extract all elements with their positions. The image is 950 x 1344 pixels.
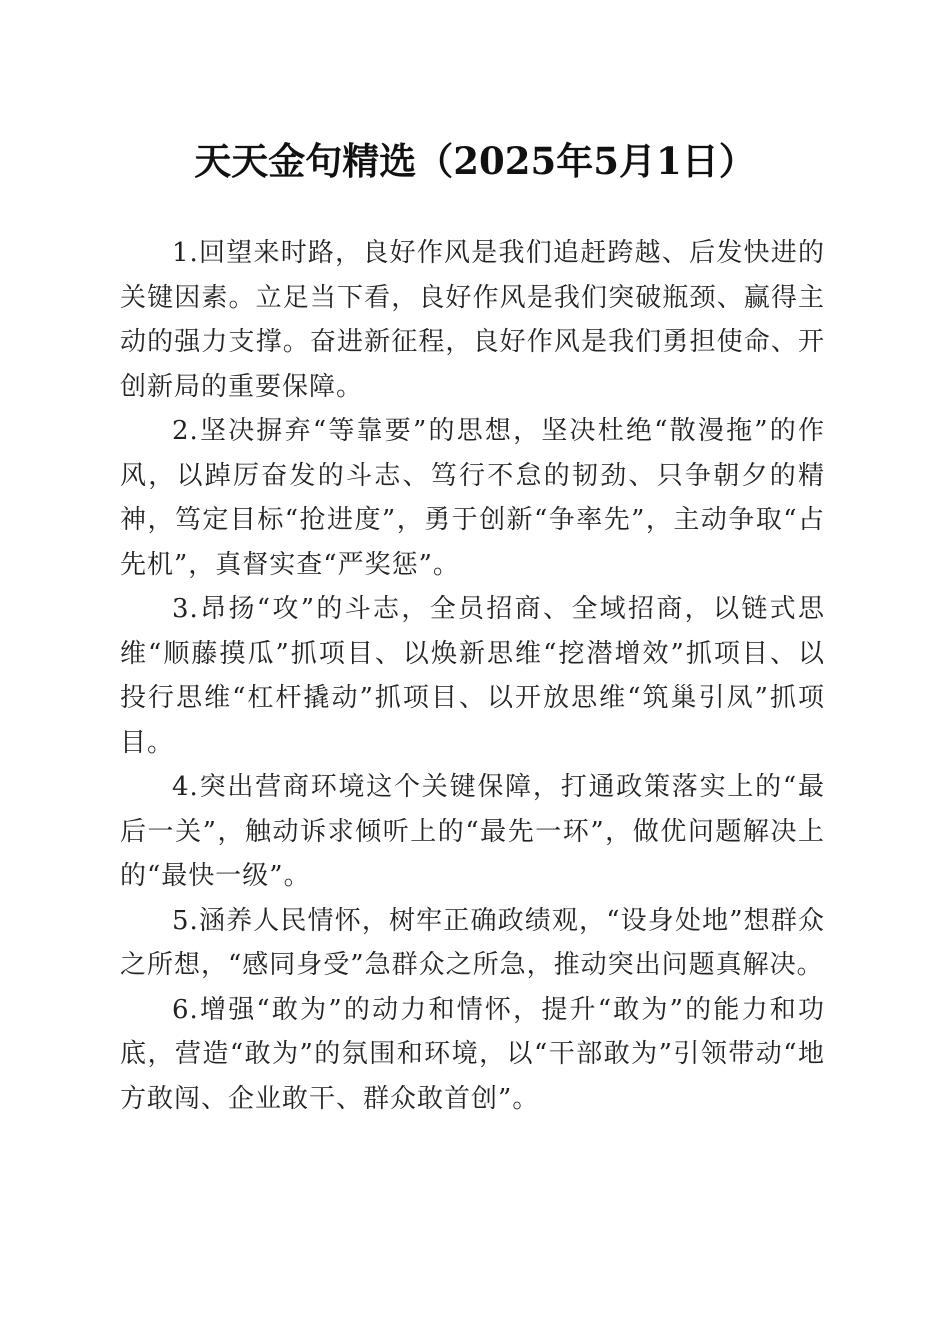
paragraph-2: 2.坚决摒弃“等靠要”的思想，坚决杜绝“散漫拖”的作风，以踔厉奋发的斗志、笃行不怠的韧劲、只争朝夕的精神，笃定目标“抢进度”，勇于创新“争率先”，主动争取“占先机”，真督实查“严奖惩”。 xyxy=(120,416,825,580)
paragraph-5: 5.涵养人民情怀，树牢正确政绩观，“设身处地”想群众之所想，“感同身受”急群众之所急，推动突出问题真解决。 xyxy=(120,905,825,980)
document-title: 天天金句精选（2025年5月1日） xyxy=(194,139,756,183)
paragraph-6: 6.增强“敢为”的动力和情怀，提升“敢为”的能力和功底，营造“敢为”的氛围和环境，以“干部敢为”引领带动“地方敢闯、企业敢干、群众敢首创”。 xyxy=(120,994,825,1114)
document-body xyxy=(120,231,825,1121)
paragraph-4: 4.突出营商环境这个关键保障，打通政策落实上的“最后一关”，触动诉求倾听上的“最先一环”，做优问题解决上的“最快一级”。 xyxy=(120,772,825,891)
paragraph-1: 1.回望来时路，良好作风是我们追赶跨越、后发快进的关键因素。立足当下看，良好作风是我们突破瓶颈、赢得主动的强力支撑。奋进新征程，良好作风是我们勇担使命、开创新局的重要保障。 xyxy=(120,238,825,402)
paragraph-3: 3.昂扬“攻”的斗志，全员招商、全域招商，以链式思维“顺藤摸瓜”抓项目、以焕新思维“挖潜增效”抓项目、以投行思维“杠杆撬动”抓项目、以开放思维“筑巢引凤”抓项目。 xyxy=(120,594,825,758)
